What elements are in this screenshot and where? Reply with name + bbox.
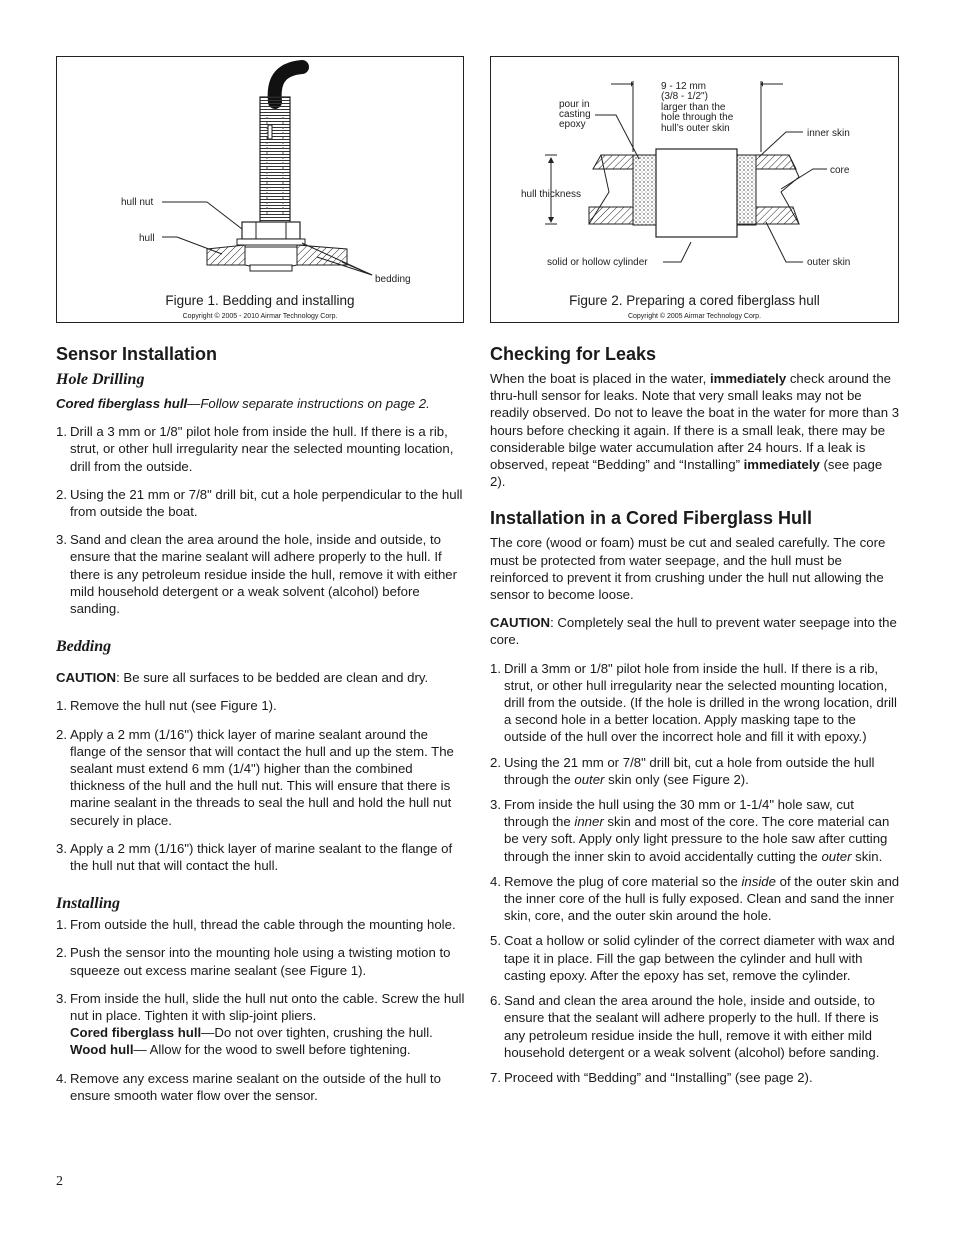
list-item: 2. Apply a 2 mm (1/16") thick layer of marine sealant around the flange of the sensor that will contact the hull and up the stem. The sealant must extend 6 mm (1/4") higher than the combined thickness of the hull and the hull nut. This will ensure that there is marine sealant in the threads to seal the hull and hold the hull nut securely in place.: [56, 726, 454, 828]
tip-text: —Do not over tighten, crushing the hull.: [201, 1025, 433, 1041]
section-title-sensor-installation: Sensor Installation: [56, 344, 218, 364]
cored-hull-tip: [70, 1024, 466, 1041]
caution-text: : Completely seal the hull to prevent water seepage into the core.: [490, 615, 897, 648]
list-item-text: of the outer skin and the inner core of the hull is fully exposed. Clean and sand the inner skin, core, and the outer skin around the hole.: [504, 873, 900, 924]
cored-hull-note: [56, 395, 466, 412]
list-item-text: skin.: [851, 848, 883, 864]
list-item: 2. Using the 21 mm or 7/8" drill bit, cut a hole perpendicular to the hull from outside the boat.: [56, 486, 463, 520]
list-item: 4. Remove any excess marine sealant on the outside of the hull to ensure smooth water flow over the sensor.: [56, 1070, 441, 1103]
figure-2-copyright: Copyright © 2005 Airmar Technology Corp.: [627, 313, 762, 320]
label-hull-nut: hull nut: [121, 197, 154, 208]
emphasis: inside: [741, 873, 776, 889]
caution-text: : Be sure all surfaces to be bedded are clean and dry.: [116, 670, 429, 686]
label-pour-in: pour in: [559, 99, 590, 110]
leaks-bold: immediately: [743, 457, 820, 473]
figure-2-caption: Figure 2. Preparing a cored fiberglass hull: [569, 293, 820, 308]
right-column: [490, 343, 900, 1094]
list-item-text: From inside the hull using the 30 mm or 1-1/4" hole saw, cut through the: [504, 797, 854, 830]
list-item: 3. From inside the hull using the 30 mm or 1-1/4" hole saw, cut through the inner skin and most of the core. The core material can be very soft. Apply only light pressure to the hole saw after cutting through the inner skin to avoid accidentally cutting the outer skin.: [490, 797, 890, 864]
list-item-text: Drill a 3mm or 1/8" pilot hole from inside the hull. If there is a rib, strut, or other hull irregularity near the selected mounting location, drill from the outside. (If the hole is drilled in the wrong location, drill a second hole in a better location. Apply masking tape to the outside of the hull over the incorrect hole and fill it with epoxy.): [504, 660, 897, 745]
cored-intro: The core (wood or foam) must be cut and sealed carefully. The core must be protected from water seepage, and the hull must be reinforced to prevent it from crushing under the hull nut allowing the sensor to become loose.: [490, 535, 886, 603]
list-item-text: skin only (see Figure 2).: [604, 771, 749, 787]
list-item-text: Using the 21 mm or 7/8" drill bit, cut a hole from outside the hull through the: [504, 754, 875, 787]
hole-drilling-list: [56, 423, 466, 617]
note-bold: Cored fiberglass hull: [56, 396, 188, 411]
emphasis: outer: [574, 771, 605, 787]
list-item-text: skin and most of the core. The core material can be very soft. Apply only light pressure to the hole saw after cutting through the inner skin to avoid accidentally cutting the: [504, 814, 890, 864]
label-hull: hull: [139, 233, 155, 244]
list-item-text: From inside the hull, slide the hull nut onto the cable. Screw the hull nut in place. Tighten it with slip-joint pliers.: [70, 990, 465, 1024]
list-item-text: Coat a hollow or solid cylinder of the correct diameter with wax and tape it in place. Fill the gap between the cylinder and hull with casting epoxy. After the epoxy has set, remove the cylinder.: [504, 933, 895, 983]
list-item: 3. Sand and clean the area around the hole, inside and outside, to ensure that the marine sealant will adhere properly to the hull. If there is any petroleum residue inside the hull, remove it with either mild household detergent or a weak solvent (alcohol) before sanding.: [56, 532, 458, 617]
page-number: 2: [56, 1174, 63, 1189]
list-item-text: Using the 21 mm or 7/8" drill bit, cut a hole perpendicular to the hull from outside the boat.: [70, 486, 463, 520]
leaks-paragraph: [490, 370, 900, 490]
bedding-caution: [56, 669, 466, 686]
list-item: 2. Push the sensor into the mounting hole using a twisting motion to squeeze out excess marine sealant (see Figure 1).: [56, 945, 451, 978]
figure-1-copyright: Copyright © 2005 - 2010 Airmar Technology Corp.: [182, 313, 338, 320]
label-dimension-5: hull’s outer skin: [661, 123, 730, 134]
list-item-text: From outside the hull, thread the cable through the mounting hole.: [70, 917, 456, 933]
list-item-text: Push the sensor into the mounting hole using a twisting motion to squeeze out excess marine sealant (see Figure 1).: [70, 945, 451, 978]
figure-2-illustration: [491, 57, 900, 324]
list-item-text: Remove the hull nut (see Figure 1).: [70, 698, 277, 714]
list-item-text: Apply a 2 mm (1/16") thick layer of marine sealant to the flange of the hull nut that will contact the hull.: [70, 840, 453, 874]
note-text: —Follow separate instructions on page 2.: [187, 396, 430, 411]
cored-list: [490, 660, 900, 1086]
caution-label: CAUTION: [490, 615, 551, 631]
label-casting: casting: [559, 109, 591, 120]
list-item: 2. Using the 21 mm or 7/8" drill bit, cut a hole from outside the hull through the outer skin only (see Figure 2).: [490, 754, 875, 787]
label-core: core: [830, 165, 850, 176]
list-item: 3. Apply a 2 mm (1/16") thick layer of marine sealant to the flange of the hull nut that will contact the hull.: [56, 840, 453, 874]
leaks-text: When the boat is placed in the water,: [490, 371, 710, 386]
figure-1-illustration: [57, 57, 465, 324]
list-item: 6. Sand and clean the area around the hole, inside and outside, to ensure that the sealant will adhere properly to the hull. If there is any petroleum residue inside the hull, remove it with either mild household detergent or a weak solvent (alcohol) before sanding.: [490, 993, 880, 1060]
label-epoxy: epoxy: [559, 119, 586, 130]
list-item: 4. Remove the plug of core material so the inside of the outer skin and the inner core of the hull is fully exposed. Clean and sand the inner skin, core, and the outer skin around the hole.: [490, 873, 900, 924]
label-dimension-4: hole through the: [661, 112, 734, 123]
subheading-bedding: Bedding: [56, 638, 112, 656]
label-hull-thickness: hull thickness: [521, 189, 582, 200]
figure-1: [56, 56, 464, 323]
left-column: [56, 343, 466, 1115]
label-dimension-3: larger than the: [661, 102, 726, 113]
list-item: 5. Coat a hollow or solid cylinder of the correct diameter with wax and tape it in place. Fill the gap between the cylinder and hull with casting epoxy. After the epoxy has set, remove the cylinder.: [490, 933, 895, 983]
leaks-text: check around the thru-hull sensor for leaks. Note that very small leaks may not be readily observed. Do not to leave the boat in the water for more than 3 hours before checking it again. If there is a small leak, there may be considerable bilge water accumulation after 24 hours. If a leak is observed, repeat “Bedding” and “Installing”: [490, 371, 900, 473]
list-item: 7. Proceed with “Bedding” and “Installing” (see page 2).: [490, 1069, 813, 1085]
section-title-cored-hull: Installation in a Cored Fiberglass Hull: [490, 508, 813, 529]
leaks-text: (see page 2).: [490, 457, 883, 490]
emphasis: inner: [574, 814, 604, 830]
list-item-text: Sand and clean the area around the hole, inside and outside, to ensure that the sealant will adhere properly to the hull. If there is any petroleum residue inside the hull, remove it with either mild household detergent or a weak solvent (alcohol) before sanding.: [504, 993, 880, 1060]
label-outer-skin: outer skin: [807, 257, 851, 268]
list-item-text: Apply a 2 mm (1/16") thick layer of marine sealant around the flange of the sensor that will contact the hull and up the stem. The sealant must extend 6 mm (1/4") higher than the combined thickness of the hull and the hull nut. This will ensure that there is marine sealant in the threads to seal the hull and hold the hull nut securely in place.: [70, 726, 454, 828]
list-item-text: Sand and clean the area around the hole, inside and outside, to ensure that the marine sealant will adhere properly to the hull. If there is any petroleum residue inside the hull, remove it with either mild household detergent or a weak solvent (alcohol) before sanding.: [70, 532, 458, 617]
wood-hull-tip: [70, 1041, 466, 1058]
list-item: 1. Drill a 3 mm or 1/8" pilot hole from inside the hull. If there is a rib, strut, or other hull irregularity near the selected mounting location, drill from the outside.: [56, 424, 454, 474]
label-bedding: bedding: [375, 274, 411, 285]
list-item-text: Proceed with “Bedding” and “Installing” (see page 2).: [504, 1069, 813, 1085]
list-item: 1. Drill a 3mm or 1/8" pilot hole from inside the hull. If there is a rib, strut, or other hull irregularity near the selected mounting location, drill from the outside. (If the hole is drilled in the wrong location, drill a second hole in a better location. Apply masking tape to the outside of the hull over the incorrect hole and fill it with epoxy.): [490, 660, 897, 745]
label-inner-skin: inner skin: [807, 128, 850, 139]
label-dimension-2: (3/8 - 1/2"): [661, 91, 708, 102]
label-cylinder: solid or hollow cylinder: [547, 257, 648, 268]
tip-bold: Wood hull: [70, 1042, 134, 1058]
list-item-text: Remove the plug of core material so the: [504, 873, 742, 889]
bedding-list: [56, 697, 466, 874]
subheading-installing: Installing: [56, 895, 121, 913]
subheading-hole-drilling: Hole Drilling: [56, 371, 145, 388]
tip-text: — Allow for the wood to swell before tightening.: [133, 1042, 411, 1058]
emphasis: outer: [821, 848, 852, 864]
list-item-text: Remove any excess marine sealant on the outside of the hull to ensure smooth water flow over the sensor.: [70, 1070, 441, 1103]
section-title-checking-for-leaks: Checking for Leaks: [490, 344, 657, 364]
figure-2: [490, 56, 899, 323]
list-item: 3. From inside the hull, slide the hull nut onto the cable. Screw the hull nut in place. Tighten it with slip-joint pliers. Cored fiberglass hull—Do not over tighten, crushing the hull. Wood hull— Allow for the wood to swell before tightening.: [56, 990, 465, 1058]
figure-1-caption: Figure 1. Bedding and installing: [165, 293, 355, 308]
label-dimension-1: 9 - 12 mm: [661, 81, 707, 92]
list-item-text: Drill a 3 mm or 1/8" pilot hole from inside the hull. If there is a rib, strut, or other hull irregularity near the selected mounting location, drill from the outside.: [70, 424, 454, 474]
installing-list: [56, 916, 466, 1104]
cored-caution: [490, 614, 900, 648]
list-item: 1. Remove the hull nut (see Figure 1).: [56, 698, 277, 714]
list-item: 1. From outside the hull, thread the cable through the mounting hole.: [56, 917, 456, 933]
tip-bold: Cored fiberglass hull: [70, 1025, 202, 1041]
leaks-bold: immediately: [709, 371, 787, 386]
caution-label: CAUTION: [56, 670, 117, 686]
